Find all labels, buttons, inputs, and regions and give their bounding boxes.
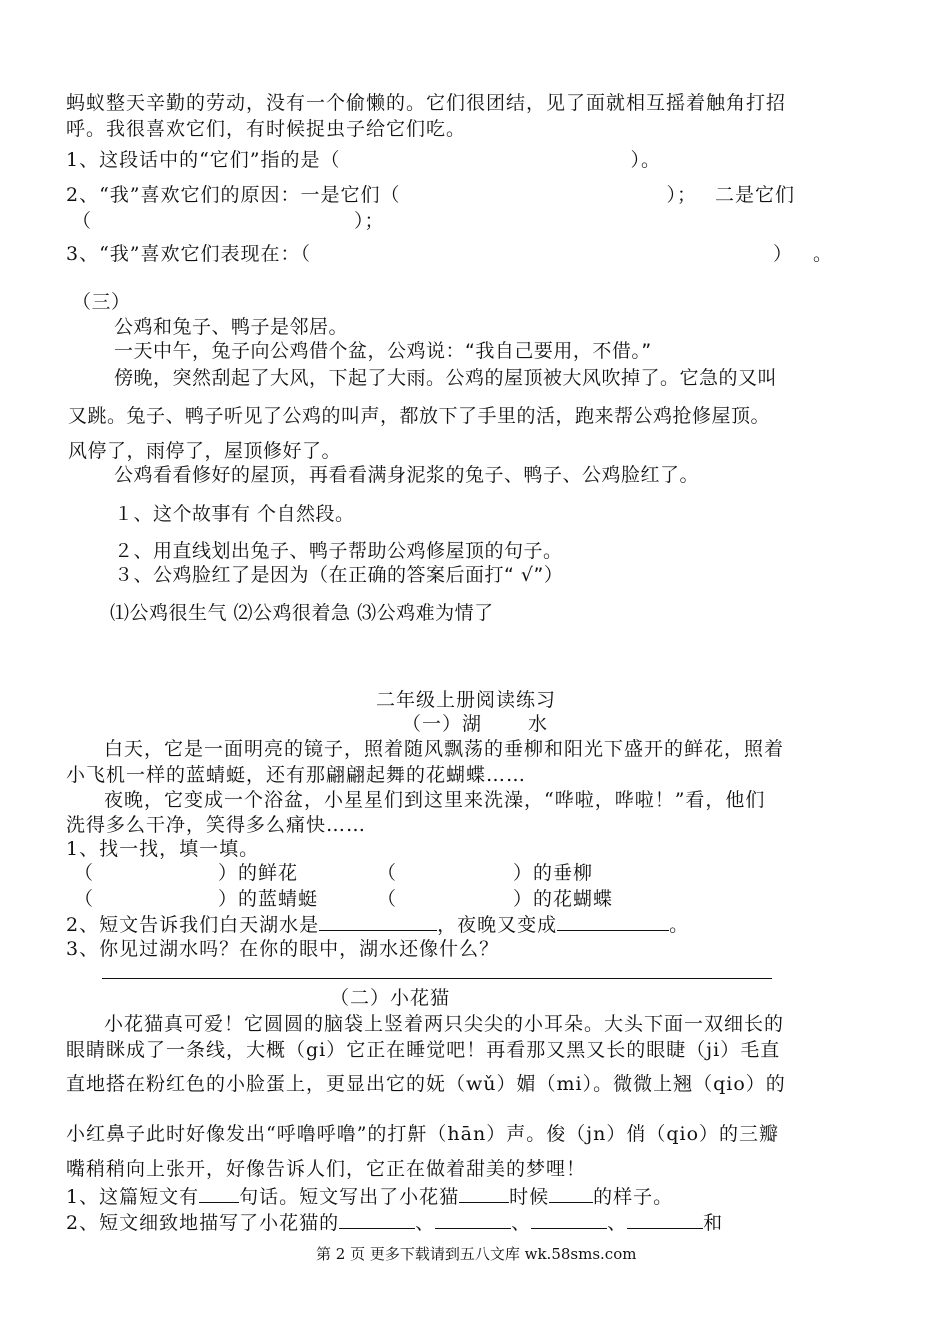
ant-question-1 xyxy=(66,147,661,173)
separator: 、 xyxy=(607,1212,628,1234)
lake-q2-blank-night[interactable] xyxy=(557,910,669,931)
cat-q1-text-b: 句话。短文写出了小花猫 xyxy=(239,1186,460,1208)
ant-question-2-line-2 xyxy=(72,208,385,234)
lake-section-label xyxy=(402,711,548,737)
rooster-paragraph-3-line-2: 又跳。兔子、鸭子听见了公鸡的叫声，都放下了手里的活，跑来帮公鸡抢修屋顶。 xyxy=(68,405,771,427)
rooster-question-1: １、这个故事有 个自然段。 xyxy=(114,503,355,525)
cat-passage-line-5: 嘴稍稍向上张开，好像告诉人们，它正在做着甜美的梦哩！ xyxy=(66,1158,587,1180)
ant-question-3 xyxy=(66,241,833,267)
fill-label-flower: ）的鲜花 xyxy=(218,862,299,884)
lake-fill-butterfly[interactable] xyxy=(377,886,613,912)
paren-open: （ xyxy=(74,862,95,884)
rooster-paragraph-3-line-1: 傍晚，突然刮起了大风，下起了大雨。公鸡的屋顶被大风吹掉了。它急的又叫 xyxy=(114,367,778,389)
cat-question-1 xyxy=(66,1182,673,1210)
fill-label-willow: ）的垂柳 xyxy=(513,862,594,884)
rooster-options[interactable]: ⑴公鸡很生气 ⑵公鸡很着急 ⑶公鸡难为情了 xyxy=(110,602,494,624)
lake-label-number: （一） xyxy=(402,713,463,735)
cat-q2-blank-1[interactable] xyxy=(339,1208,415,1229)
ant-q2-text: 2、“我”喜欢它们的原因：一是它们（ xyxy=(66,184,401,206)
lake-paragraph-2-line-1: 夜晚，它变成一个浴盆，小星星们到这里来洗澡，“哗啦，哗啦！”看，他们 xyxy=(104,789,766,811)
paren-open: （ xyxy=(72,210,93,232)
period: 。 xyxy=(813,243,834,265)
cat-q1-blank-look[interactable] xyxy=(549,1182,593,1203)
paren-close: ）； xyxy=(354,210,385,232)
rooster-paragraph-4: 公鸡看看修好的屋顶，再看看满身泥浆的兔子、鸭子、公鸡脸红了。 xyxy=(114,464,700,486)
ant-q2-mid: ）； xyxy=(666,184,698,206)
lake-fill-dragonfly[interactable] xyxy=(74,886,318,912)
rooster-paragraph-1: 公鸡和兔子、鸭子是邻居。 xyxy=(114,316,349,338)
lake-question-2 xyxy=(66,910,689,938)
fill-label-butterfly: ）的花蝴蝶 xyxy=(513,888,614,910)
lake-q3-answer-line[interactable] xyxy=(102,978,772,979)
ant-q1-text: 1、这段话中的“它们”指的是（ xyxy=(66,149,341,171)
paren-open: （ xyxy=(377,862,398,884)
lake-paragraph-1-line-2: 小飞机一样的蓝蜻蜓，还有那翩翩起舞的花蝴蝶…… xyxy=(66,764,527,786)
cat-q2-blank-4[interactable] xyxy=(627,1208,703,1229)
lake-q2-text: 2、短文告诉我们白天湖水是 xyxy=(66,914,320,936)
lake-q2-blank-day[interactable] xyxy=(319,910,437,931)
cat-q1-text-d: 的样子。 xyxy=(593,1186,674,1208)
rooster-paragraph-2: 一天中午，兔子向公鸡借个盆，公鸡说：“我自己要用，不借。” xyxy=(114,340,652,362)
separator: 、 xyxy=(511,1212,532,1234)
lake-paragraph-1-line-1: 白天，它是一面明亮的镜子，照着随风飘荡的垂柳和阳光下盛开的鲜花，照着 xyxy=(104,738,785,760)
lake-label-word-1: 湖 xyxy=(462,713,483,735)
lake-fill-flower[interactable] xyxy=(74,860,298,886)
lake-q2-end: 。 xyxy=(669,914,690,936)
cat-passage-line-3: 直地搭在粉红色的小脸蛋上，更显出它的妩（wǔ）媚（mi）。微微上翘（qio）的 xyxy=(66,1073,786,1095)
fill-label-dragonfly: ）的蓝蜻蜓 xyxy=(218,888,319,910)
lake-paragraph-2-line-2: 洗得多么干净，笑得多么痛快…… xyxy=(66,814,367,836)
cat-passage-line-2: 眼睛眯成了一条线，大概（gi）它正在睡觉吧！再看那又黑又长的眼睫（ji）毛直 xyxy=(66,1039,781,1061)
rooster-paragraph-3-line-3: 风停了，雨停了，屋顶修好了。 xyxy=(68,440,342,462)
cat-q1-text-a: 1、这篇短文有 xyxy=(66,1186,200,1208)
lake-q2-mid: ，夜晚又变成 xyxy=(437,914,558,936)
cat-question-2 xyxy=(66,1208,723,1236)
cat-section-label: （二）小花猫 xyxy=(330,987,451,1009)
lake-question-3: 3、你见过湖水吗？在你的眼中，湖水还像什么？ xyxy=(66,938,500,960)
cat-q2-blank-2[interactable] xyxy=(435,1208,511,1229)
lake-label-word-2: 水 xyxy=(528,713,549,735)
ant-passage-line-2: 呼。我很喜欢它们，有时候捉虫子给它们吃。 xyxy=(66,118,467,140)
ant-question-2 xyxy=(66,182,795,208)
cat-q1-blank-count[interactable] xyxy=(199,1182,239,1203)
section-label-3: （三） xyxy=(72,291,131,313)
cat-q2-text: 2、短文细致地描写了小花猫的 xyxy=(66,1212,340,1234)
rooster-question-2: ２、用直线划出兔子、鸭子帮助公鸡修屋顶的句子。 xyxy=(114,540,563,562)
paren-open: （ xyxy=(377,888,398,910)
paren-close: ） xyxy=(773,243,794,265)
cat-passage-line-1: 小花猫真可爱！它圆圆的脑袋上竖着两只尖尖的小耳朵。大头下面一双细长的 xyxy=(104,1013,785,1035)
cat-q2-blank-3[interactable] xyxy=(531,1208,607,1229)
rooster-question-3: ３、公鸡脸红了是因为（在正确的答案后面打“ √”） xyxy=(114,564,564,586)
ant-passage-line-1: 蚂蚁整天辛勤的劳动，没有一个偷懒的。它们很团结，见了面就相互摇着触角打招 xyxy=(66,92,787,114)
ant-q2-second: 二是它们 xyxy=(715,184,796,206)
lake-question-1: 1、找一找，填一填。 xyxy=(66,838,260,860)
separator: 、 xyxy=(415,1212,436,1234)
page-title: 二年级上册阅读练习 xyxy=(376,689,557,711)
ant-q1-end: ）。 xyxy=(630,149,662,171)
cat-q1-text-c: 时候 xyxy=(509,1186,550,1208)
ant-q3-text: 3、“我”喜欢它们表现在：（ xyxy=(66,243,312,265)
page-footer: 第 2 页 更多下载请到五八文库 wk.58sms.com xyxy=(316,1245,637,1263)
cat-q2-end: 和 xyxy=(703,1212,724,1234)
cat-q1-blank-when[interactable] xyxy=(459,1182,509,1203)
lake-fill-willow[interactable] xyxy=(377,860,593,886)
paren-open: （ xyxy=(74,888,95,910)
cat-passage-line-4: 小红鼻子此时好像发出“呼噜呼噜”的打鼾（hān）声。俊（jn）俏（qio）的三瓣 xyxy=(66,1123,780,1145)
